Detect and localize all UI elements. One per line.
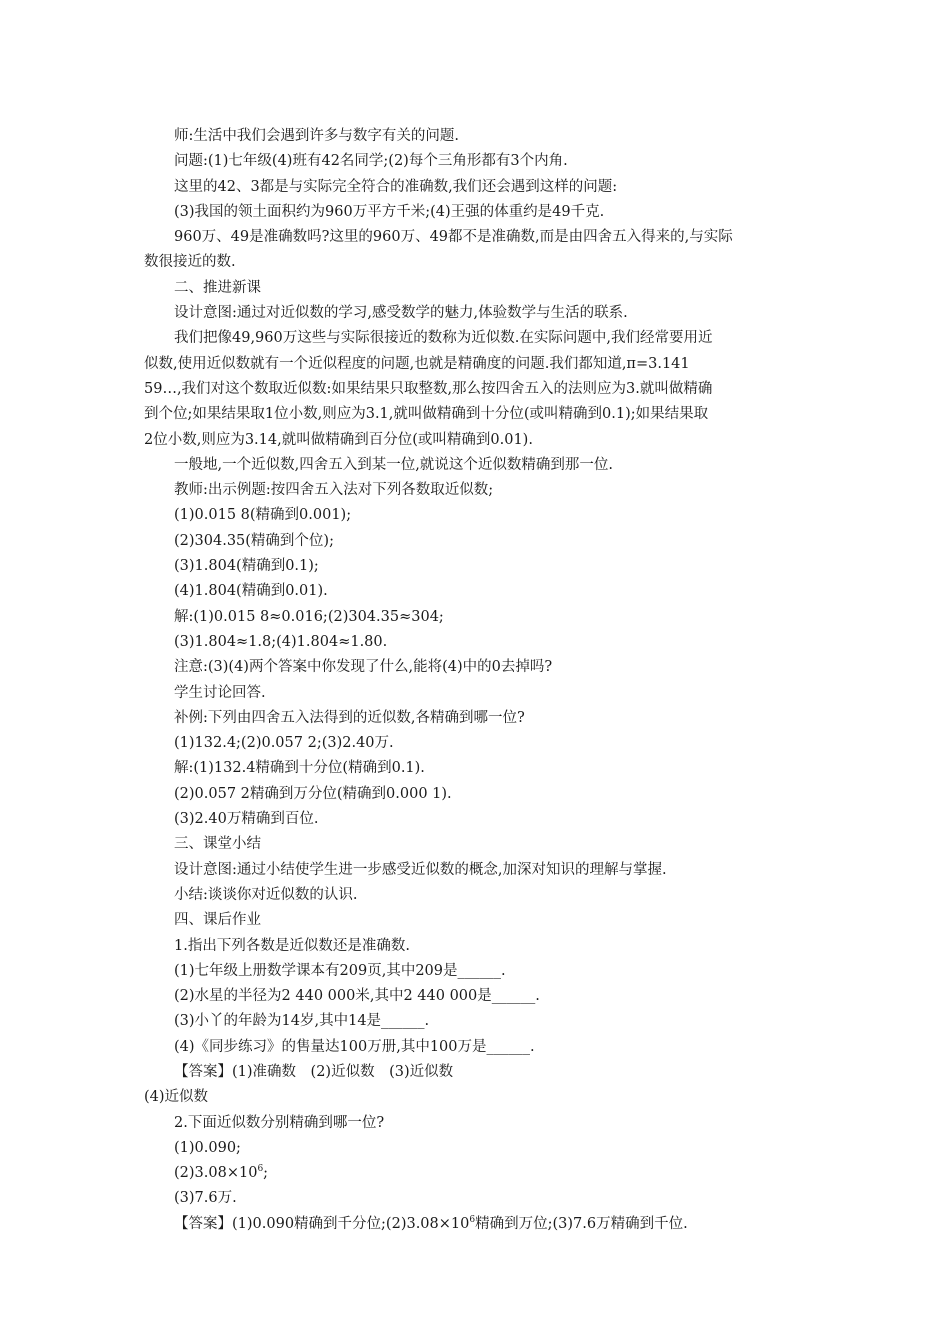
text-line: 这里的42、3都是与实际完全符合的准确数,我们还会遇到这样的问题: bbox=[174, 178, 618, 195]
exponent: 6 bbox=[257, 1164, 264, 1175]
text-line: 问题:(1)七年级(4)班有42名同学;(2)每个三角形都有3个内角. bbox=[174, 153, 568, 170]
text-line: 三、课堂小结 bbox=[174, 836, 261, 853]
text-line: 一般地,一个近似数,四舍五入到某一位,就说这个近似数精确到那一位. bbox=[174, 456, 613, 473]
text-line: 学生讨论回答. bbox=[174, 684, 266, 701]
text-line: (3)我国的领土面积约为960万平方千米;(4)王强的体重约是49千克. bbox=[174, 203, 605, 220]
text-line: 2位小数,则应为3.14,就叫做精确到百分位(或叫精确到0.01). bbox=[144, 431, 533, 448]
text-line: 小结:谈谈你对近似数的认识. bbox=[174, 886, 358, 903]
text-line: 解:(1)132.4精确到十分位(精确到0.1). bbox=[174, 760, 425, 777]
text-line: (1)132.4;(2)0.057 2;(3)2.40万. bbox=[174, 735, 394, 752]
text-line: (4)1.804(精确到0.01). bbox=[174, 583, 328, 600]
text-line: (2)304.35(精确到个位); bbox=[174, 532, 334, 549]
document-body bbox=[144, 124, 808, 1237]
text-line: 【答案】(1)准确数 (2)近似数 (3)近似数 bbox=[174, 1063, 454, 1080]
text-line: 到个位;如果结果取1位小数,则应为3.1,就叫做精确到十分位(或叫精确到0.1);如果结果取 bbox=[144, 406, 709, 423]
text-line: (3)1.804(精确到0.1); bbox=[174, 558, 319, 575]
text-line: 960万、49是准确数吗?这里的960万、49都不是准确数,而是由四舍五入得来的,与实际 bbox=[174, 229, 733, 246]
text-line: (3)1.804≈1.8;(4)1.804≈1.80. bbox=[174, 633, 388, 650]
text-line: 设计意图:通过对近似数的学习,感受数学的魅力,体验数学与生活的联系. bbox=[174, 305, 628, 322]
text-line: 1.指出下列各数是近似数还是准确数. bbox=[174, 937, 410, 954]
text-line: 设计意图:通过小结使学生进一步感受近似数的概念,加深对知识的理解与掌握. bbox=[174, 861, 667, 878]
text-line: (1)0.090; bbox=[174, 1139, 241, 1156]
text-line: 教师:出示例题:按四舍五入法对下列各数取近似数; bbox=[174, 482, 494, 499]
text-line: 数很接近的数. bbox=[144, 254, 236, 271]
text-line: (1)0.015 8(精确到0.001); bbox=[174, 507, 352, 524]
text-line: (3)小丫的年龄为14岁,其中14是______. bbox=[174, 1013, 430, 1030]
text-run: 精确到万位;(3)7.6万精确到千位. bbox=[475, 1215, 688, 1232]
exponent: 6 bbox=[469, 1214, 476, 1225]
text-line: 师:生活中我们会遇到许多与数字有关的问题. bbox=[174, 128, 459, 144]
text-line: 2.下面近似数分别精确到哪一位? bbox=[174, 1114, 385, 1131]
text-line: (2)水星的半径为2 440 000米,其中2 440 000是______. bbox=[174, 988, 540, 1005]
text-line: (3)7.6万. bbox=[174, 1190, 237, 1207]
text-line: 59…,我们对这个数取近似数:如果结果只取整数,那么按四舍五入的法则应为3.就叫做精确 bbox=[144, 380, 713, 397]
answer-line bbox=[144, 1212, 808, 1237]
text-line: 四、课后作业 bbox=[174, 912, 261, 929]
text-run: ; bbox=[263, 1165, 269, 1182]
text-line: (1)七年级上册数学课本有209页,其中209是______. bbox=[174, 962, 506, 979]
text-run: (2)3.08×10 bbox=[174, 1165, 258, 1182]
text-line: 我们把像49,960万这些与实际很接近的数称为近似数.在实际问题中,我们经常要用近 bbox=[174, 330, 713, 347]
text-line: 似数,使用近似数就有一个近似程度的问题,也就是精确度的问题.我们都知道,π=3.141 bbox=[144, 355, 690, 372]
text-line: (2)0.057 2精确到万分位(精确到0.000 1). bbox=[174, 785, 452, 802]
text-line bbox=[144, 1161, 808, 1186]
text-line: (4)《同步练习》的售量达100万册,其中100万是______. bbox=[174, 1038, 535, 1055]
text-line: 注意:(3)(4)两个答案中你发现了什么,能将(4)中的0去掉吗? bbox=[174, 659, 553, 676]
text-line: (4)近似数 bbox=[144, 1089, 209, 1106]
text-run: 【答案】(1)0.090精确到千分位;(2)3.08×10 bbox=[174, 1215, 470, 1232]
text-line: 二、推进新课 bbox=[174, 279, 261, 296]
text-line: 解:(1)0.015 8≈0.016;(2)304.35≈304; bbox=[174, 608, 444, 625]
text-line: (3)2.40万精确到百位. bbox=[174, 811, 319, 828]
text-line: 补例:下列由四舍五入法得到的近似数,各精确到哪一位? bbox=[174, 709, 525, 726]
